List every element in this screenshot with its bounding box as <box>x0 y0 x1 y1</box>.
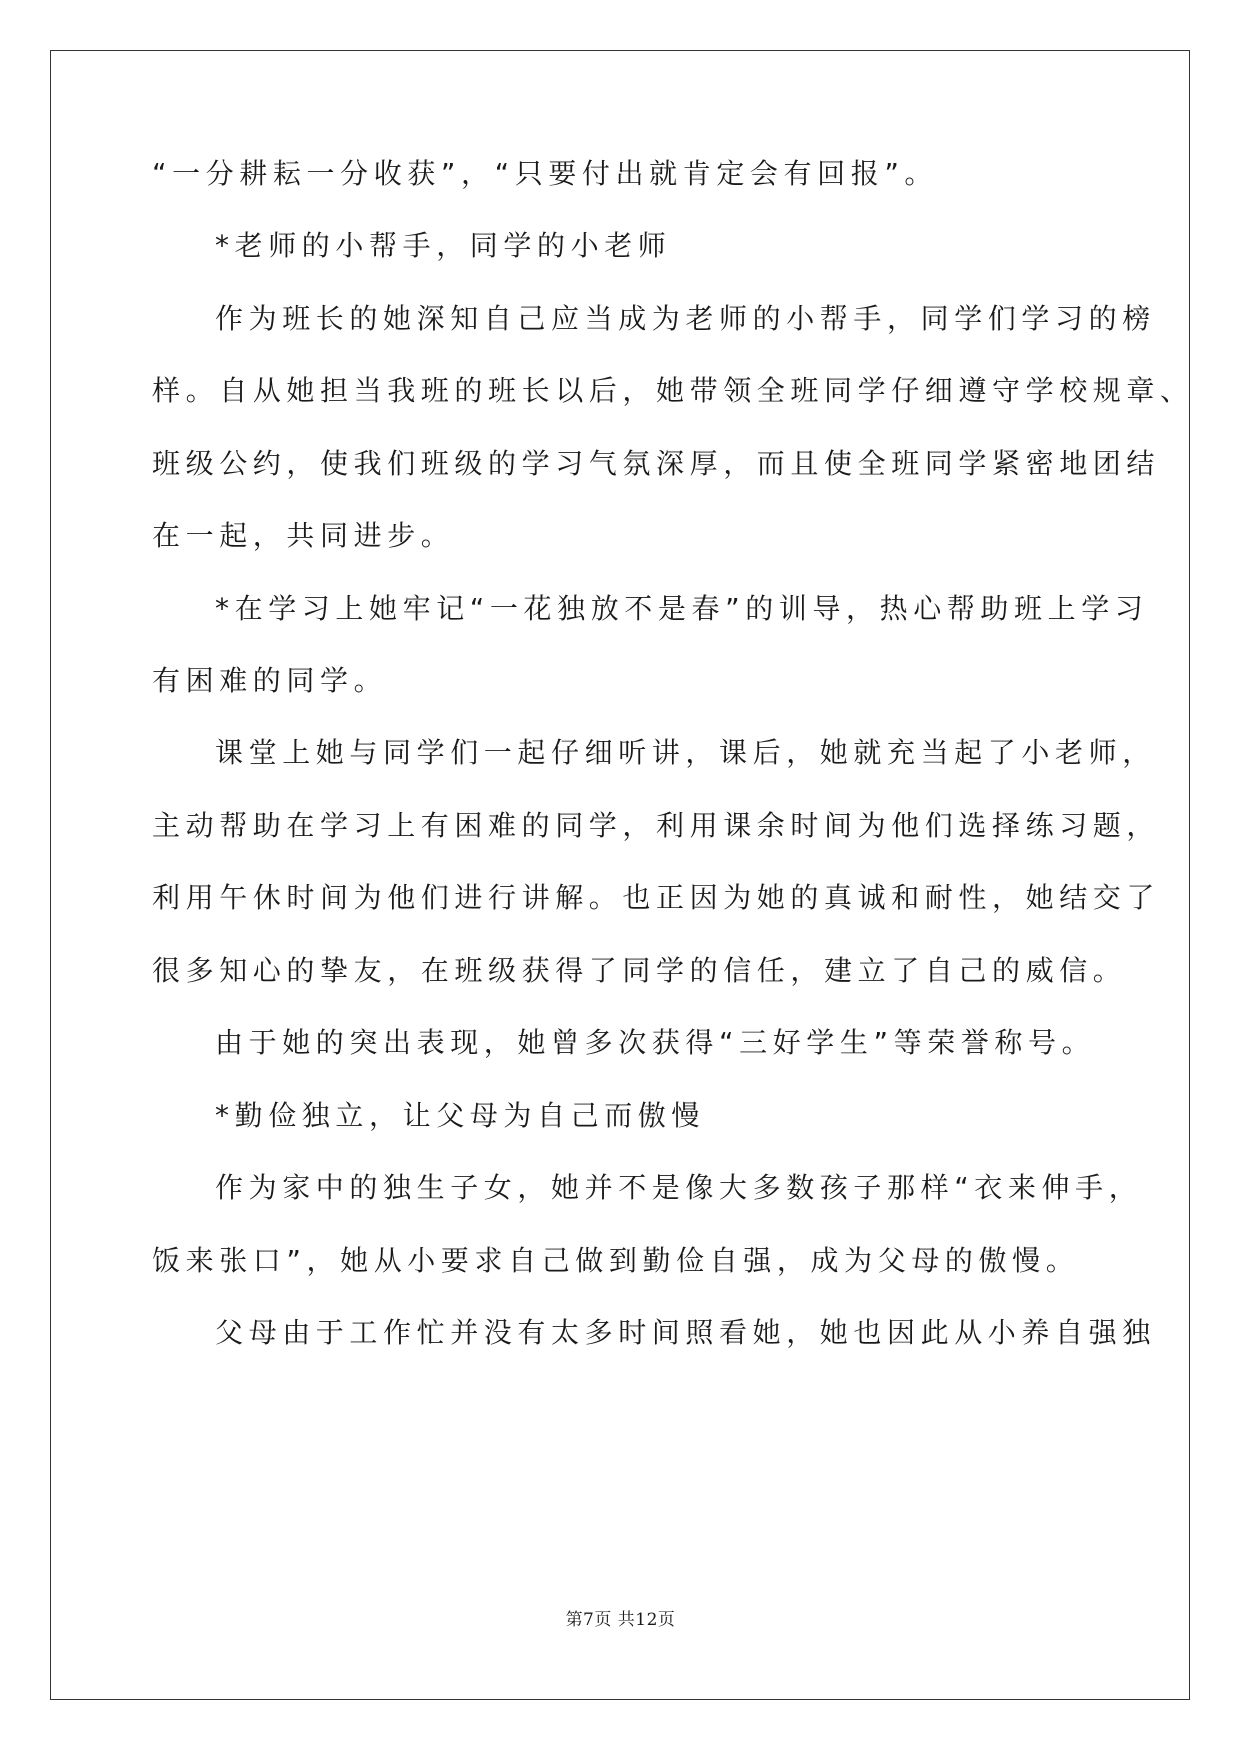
text-line: 样。自从她担当我班的班长以后，她带领全班同学仔细遵守学校规章、 <box>152 374 1194 407</box>
text-line: 作为家中的独生子女，她并不是像大多数孩子那样“衣来伸手， <box>215 1171 1143 1204</box>
text-line: 利用午休时间为他们进行讲解。也正因为她的真诚和耐性，她结交了 <box>152 881 1161 914</box>
text-line: 由于她的突出表现，她曾多次获得“三好学生”等荣誉称号。 <box>215 1026 1096 1059</box>
text-line: “一分耕耘一分收获”，“只要付出就肯定会有回报”。 <box>152 157 939 190</box>
text-line: 有困难的同学。 <box>152 664 388 697</box>
text-line: 在一起，共同进步。 <box>152 519 455 552</box>
text-line: 父母由于工作忙并没有太多时间照看她，她也因此从小养自强独 <box>215 1316 1156 1349</box>
section-heading: *勤俭独立，让父母为自己而傲慢 <box>215 1099 706 1132</box>
section-heading: *老师的小帮手，同学的小老师 <box>215 229 672 262</box>
text-line: 主动帮助在学习上有困难的同学，利用课余时间为他们选择练习题， <box>152 809 1161 842</box>
page-number: 第7页 共12页 <box>565 1610 676 1630</box>
text-line: 饭来张口”，她从小要求自己做到勤俭自强，成为父母的傲慢。 <box>152 1244 1080 1277</box>
text-line: 很多知心的挚友，在班级获得了同学的信任，建立了自己的威信。 <box>152 954 1127 987</box>
section-heading: *在学习上她牢记“一花独放不是春”的训导，热心帮助班上学习 <box>215 592 1149 625</box>
text-line: 课堂上她与同学们一起仔细听讲，课后，她就充当起了小老师， <box>215 736 1156 769</box>
text-line: 班级公约，使我们班级的学习气氛深厚，而且使全班同学紧密地团结 <box>152 447 1161 480</box>
text-line: 作为班长的她深知自己应当成为老师的小帮手，同学们学习的榜 <box>215 302 1156 335</box>
page-border <box>50 50 1190 1700</box>
